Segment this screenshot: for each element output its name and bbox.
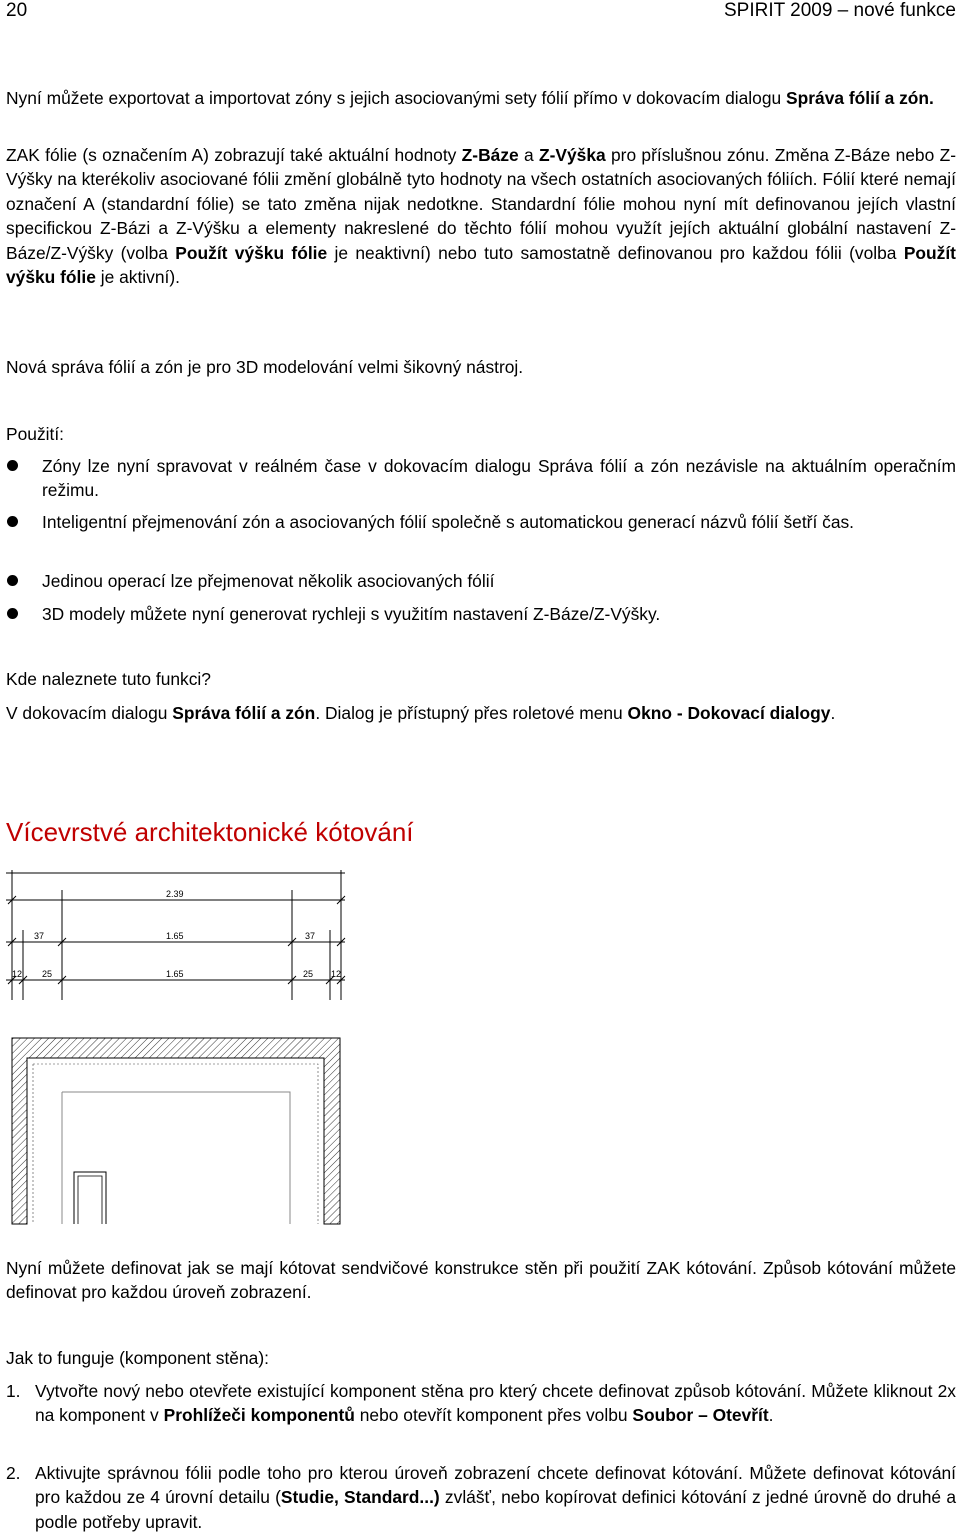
bullet-item: 3D modely můžete nyní generovat rychleji s využitím nastavení Z-Báze/Z-Výšky. bbox=[42, 604, 661, 624]
dim-label: 12 bbox=[12, 969, 23, 979]
text-run: V dokovacím dialogu bbox=[6, 703, 173, 723]
text-run: . Dialog je přístupný přes roletové menu bbox=[315, 703, 628, 723]
bullet-item: Inteligentní přejmenování zón a asociovaných fólií společně s automatickou generací názvů fólií šetří čas. bbox=[42, 512, 855, 532]
paragraph-zak-folie bbox=[6, 143, 956, 289]
dim-label: 1.65 bbox=[166, 969, 184, 979]
bullet-dot-icon bbox=[7, 516, 18, 527]
step-number: 1. bbox=[6, 1381, 21, 1401]
paragraph-export-import bbox=[6, 86, 956, 110]
section-heading: Vícevrstvé architektonické kótování bbox=[6, 817, 414, 847]
paragraph-summary: Nová správa fólií a zón je pro 3D modelování velmi šikovný nástroj. bbox=[6, 357, 524, 377]
step-text bbox=[35, 1461, 956, 1534]
dim-label: 12 bbox=[331, 969, 342, 979]
dim-label: 1.65 bbox=[166, 931, 184, 941]
page-number: 20 bbox=[6, 0, 28, 21]
bold-run: Z-Výška bbox=[538, 145, 606, 165]
bullet-dot-icon bbox=[7, 575, 18, 586]
where-answer bbox=[6, 701, 956, 725]
text-run: nebo otevřít komponent přes volbu bbox=[354, 1405, 633, 1426]
dim-label: 2.39 bbox=[166, 889, 184, 899]
text-run: . bbox=[768, 1405, 774, 1426]
dimension-lines-figure bbox=[0, 870, 350, 1005]
bullet-dot-icon bbox=[7, 608, 18, 619]
running-header-title: SPIRIT 2009 – nové funkce bbox=[723, 0, 956, 21]
text-run: zvlášť, nebo kopírovat definici kótování z jedné úrovně do druhé a podle potřeby upravit. bbox=[35, 1487, 956, 1532]
dim-label: 37 bbox=[34, 931, 45, 941]
text-run: pro příslušnou zónu. Změna Z-Báze nebo Z-Výšky na kterékoliv asociované fólii změní globálně tyto hodnoty na všech ostatních asociovaných fóliích. Fólií které nemají označení A (standardní fólie) se tato změna nijak nedotkne. Standardní fólie mohou nyní mít definovanou jejích vlastní specifickou Z-Bázi a Z-Výšku a elementy nakreslené do těchto fólií mohou využít jejích aktuální globální nastavení Z-Báze/Z-Výšky (volba bbox=[6, 145, 956, 263]
where-question: Kde naleznete tuto funkci? bbox=[6, 669, 211, 689]
text-run: ZAK fólie (s označením A) zobrazují také aktuální hodnoty bbox=[6, 145, 462, 165]
paragraph-sandwich-dimensioning: Nyní můžete definovat jak se mají kótovat sendvičové konstrukce stěn při použití ZAK kótování. Způsob kótování můžete definovat pro každou úroveň zobrazení. bbox=[6, 1258, 956, 1303]
text-run: je aktivní). bbox=[95, 267, 180, 288]
bold-run: Použít výšku fólie bbox=[175, 242, 328, 263]
bold-run: Z-Báze bbox=[461, 145, 519, 165]
text-run: Nyní můžete exportovat a importovat zóny s jejich asociovanými sety fólií přímo v dokovacím dialogu bbox=[6, 88, 787, 108]
text-run: Aktivujte správnou fólii podle toho pro kterou úroveň zobrazení chcete definovat kótování. Můžete definovat kótování pro každou ze 4 úrovní detailu ( bbox=[35, 1463, 956, 1508]
text-run: a bbox=[518, 145, 539, 165]
step-text bbox=[35, 1379, 956, 1428]
bold-run: Prohlížeči komponentů bbox=[163, 1405, 355, 1426]
text-run: Vytvořte nový nebo otevřete existující komponent stěna pro který chcete definovat způsob kótování. Můžete kliknout 2x na komponent v bbox=[35, 1381, 956, 1426]
step-number: 2. bbox=[6, 1463, 21, 1483]
dim-label: 25 bbox=[42, 969, 53, 979]
bullet-item: Zóny lze nyní spravovat v reálném čase v dokovacím dialogu Správa fólií a zón nezávisle na aktuálním operačním režimu. bbox=[42, 456, 956, 501]
dim-label: 25 bbox=[303, 969, 314, 979]
wall-section-figure bbox=[0, 1030, 350, 1226]
bold-run: Použít výšku fólie bbox=[6, 242, 956, 288]
bold-run: Studie, Standard...) bbox=[280, 1487, 440, 1508]
bullet-item: Jedinou operací lze přejmenovat několik asociovaných fólií bbox=[42, 571, 495, 591]
dim-label: 37 bbox=[305, 931, 316, 941]
usage-title: Použití: bbox=[6, 424, 64, 444]
howto-title: Jak to funguje (komponent stěna): bbox=[6, 1348, 269, 1368]
bold-run: Soubor – Otevřít bbox=[632, 1405, 769, 1426]
text-run: je neaktivní) nebo tuto samostatně definovanou pro každou fólii (volba bbox=[327, 242, 904, 263]
bullet-dot-icon bbox=[7, 460, 18, 471]
bold-run: Okno - Dokovací dialogy bbox=[627, 703, 831, 723]
bold-run: Správa fólií a zón bbox=[172, 703, 316, 723]
text-run: . bbox=[830, 703, 836, 723]
bold-run: Správa fólií a zón. bbox=[786, 88, 934, 108]
